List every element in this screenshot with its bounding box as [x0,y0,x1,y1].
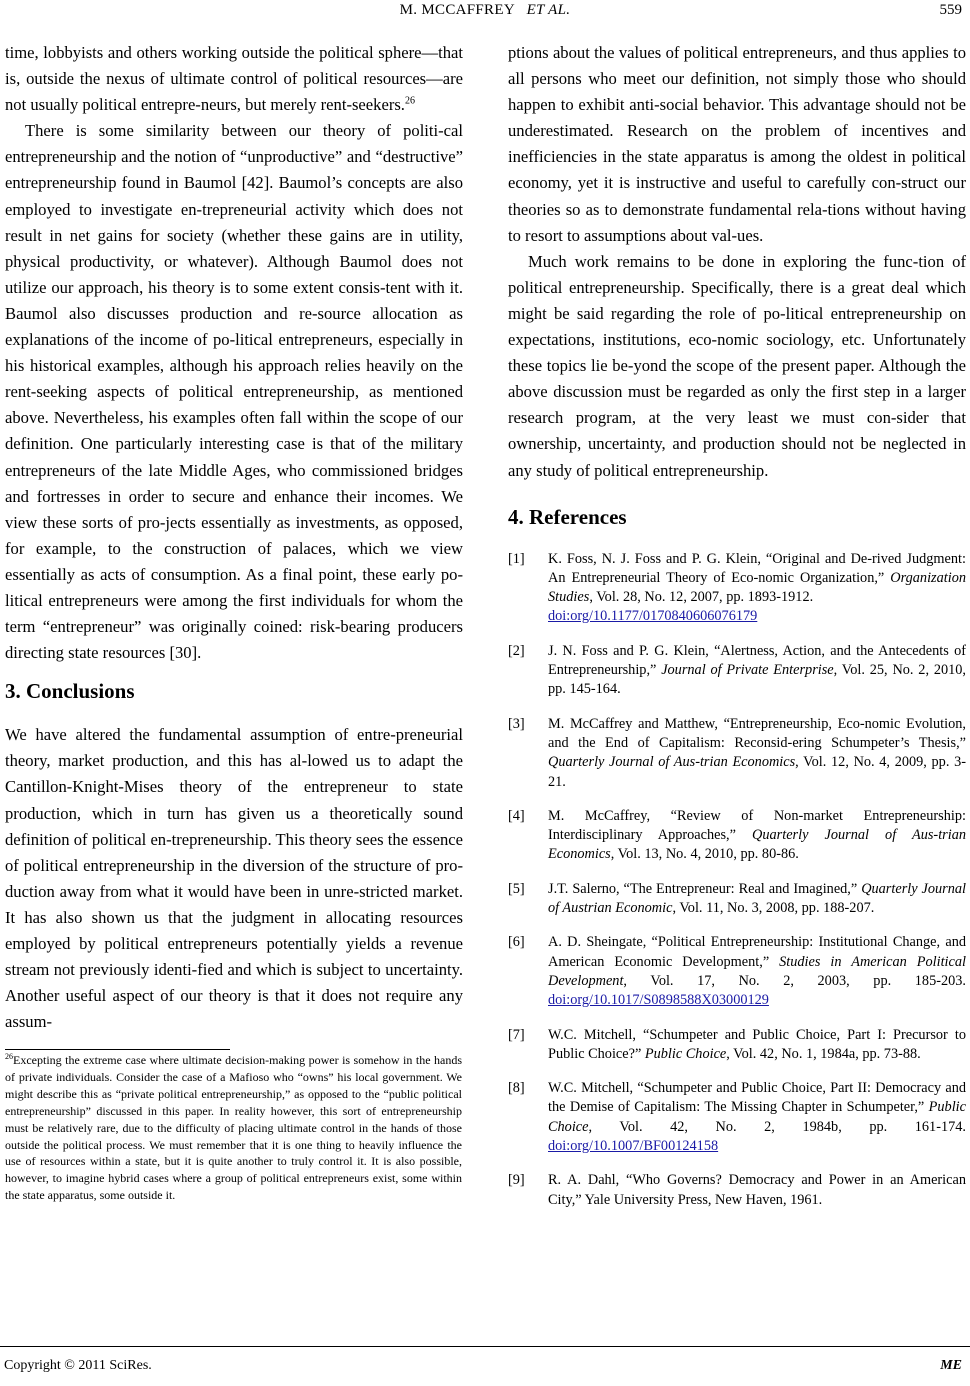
reference-details: , Vol. 17, No. 2, 2003, pp. 185-203. [623,972,966,989]
running-title-authors: M. MCCAFFREY [399,2,515,18]
reference-text: M. McCaffrey, “Review of Non-market Entrepreneurship: Interdisciplinary Approaches,” [548,807,966,844]
reference-journal: Journal of Private Enterprise [661,662,834,679]
reference-details: , Vol. 28, No. 12, 2007, pp. 1893-1912. [589,589,814,606]
reference-number: [6] [508,934,525,951]
left-paragraph-3: We have altered the fundamental assumption of entre-preneurial theory, market production, and this has al-lowed us to adapt the Cantillon-Knight-Mises theory of the entrepreneur to state production, which in turn has given us a theoretically sound definition of political en-trepreneurship. This theory sees the essence of political entrepreneurship in the diversion of the structure of pro-duction away from what it would have been in unre-stricted market. It has also shown us that the judgment in allocating resources employed by political entrepreneurs potentially yields a revenue stream not previously identi-fied and which is subject to uncertainty. Another useful aspect of our theory is that it does not require any assum- [5,725,463,1032]
reference-item [508,933,966,1010]
reference-details: , Vol. 12, No. 4, 2009, pp. 3-21. [548,754,966,790]
reference-text: J.T. Salerno, “The Entrepreneur: Real and Imagined,” [548,880,862,897]
reference-details: , Vol. 42, No. 1, 1984a, pp. 73-88. [726,1045,921,1062]
reference-doi-link[interactable]: doi:org/10.1017/S0898588X03000129 [548,992,769,1009]
reference-item [508,807,966,865]
reference-journal: Studies in American Political Development [548,953,966,989]
reference-item [508,880,966,919]
reference-details: , Vol. 13, No. 4, 2010, pp. 80-86. [610,846,799,863]
reference-item [508,1171,966,1210]
reference-number: [5] [508,880,525,897]
reference-text: A. D. Sheingate, “Political Entrepreneurship: Institutional Change, and American Economic Development,” [548,934,966,970]
reference-journal: Public Choice [548,1099,966,1135]
reference-number: [3] [508,715,525,732]
reference-text: R. A. Dahl, “Who Governs? Democracy and Power in an American City,” Yale University Press, New Haven, 1961. [548,1172,966,1208]
page-footer [0,1346,970,1386]
footnote-text: Excepting the extreme case where ultimate decision-making power is somehow in the hands of private individuals. Consider the case of a Mafioso who “owns” his local government. We might describe this as “private political entrepreneurship,” as opposed to the “public political entrepreneurship” discussed in this paper. In reality however, this sort of entrepreneurship must be relatively rare, due to the difficulty of placing ultimate control in the hands of those outside the political process. We must remember that it is one thing to heavily influence the use of resources within a state, but it is quite another to truly control it. It is also possible, however, to imagine hybrid cases where a group of political entrepreneurs exist, some within the state apparatus, some outside it. [5,1053,462,1203]
right-paragraph-2: Much work remains to be done in exploring the func-tion of political entrepreneurship. Specifically, there is a great deal which might be said regarding the role of po-litical entrepreneurship on expectations, institutions, eco-nomic sociology, etc. Unfortunately these topics lie be-yond the scope of the present paper. Although the above discussion must be regarded as only the first step in a larger research program, at the very least we must con-sider that ownership, uncertainty, and production should not be neglected in any study of political entrepreneurship. [508,251,966,480]
left-paragraph-1-text: time, lobbyists and others working outside the political sphere—that is, outside the nexus of ultimate control of political resources—are not usually political entrepre-neurs, but merely rent-seekers. [5,43,463,115]
reference-number: [1] [508,550,525,567]
reference-item [508,715,966,792]
reference-text: K. Foss, N. J. Foss and P. G. Klein, “Original and De-rived Judgment: An Entrepreneurial Theory of Eco-nomic Organization,” [548,550,966,586]
reference-journal: Quarterly Journal of Austrian Economic [548,880,966,917]
page-header [0,0,970,30]
copyright-notice: Copyright © 2011 SciRes. [4,1358,152,1373]
running-title-etal: ET AL. [526,2,571,18]
right-column [508,40,966,1225]
reference-doi-link[interactable]: doi:org/10.1177/0170840606076179 [548,608,758,625]
reference-number: [8] [508,1080,525,1097]
reference-text: J. N. Foss and P. G. Klein, “Alertness, Action, and the Antecedents of Entrepreneurship,” [548,642,966,679]
footnote-reference[interactable]: 26 [404,95,415,107]
reference-item [508,1079,966,1156]
reference-details: , Vol. 11, No. 3, 2008, pp. 188-207. [672,900,875,917]
reference-text: W.C. Mitchell, “Schumpeter and Public Choice, Part II: Democracy and the Demise of Capitalism: The Missing Chapter in Schumpeter,” [548,1080,966,1116]
reference-journal: Public Choice [644,1045,727,1062]
right-paragraph-1: ptions about the values of political entrepreneurs, and thus applies to all persons who meet our definition, not simply those who should happen to exhibit anti-social behavior. This advantage should not be underestimated. Research on the problem of incentives and inefficiencies in the state apparatus is among the oldest in political economy, yet it is instructive and useful to carefully con-struct our theories so as to demonstrate fundamental rela-tions without having to resort to assumptions about val-ues. [508,43,966,245]
journal-abbreviation: ME [940,1358,962,1373]
reference-item [508,642,966,700]
reference-list [508,550,966,1210]
reference-doi-link[interactable]: doi:org/10.1007/BF00124158 [548,1138,719,1155]
reference-text: W.C. Mitchell, “Schumpeter and Public Choice, Part I: Precursor to Public Choice?” [548,1026,966,1062]
reference-journal: Quarterly Journal of Aus-trian Economics [548,827,966,863]
reference-item [508,1026,966,1065]
reference-number: [4] [508,807,525,824]
running-title [0,2,970,19]
reference-number: [9] [508,1172,525,1189]
section-heading-references: 4. References [508,504,627,529]
reference-details: , Vol. 25, No. 2, 2010, pp. 145-164. [548,662,966,698]
footnote-divider [5,1049,230,1050]
reference-journal: Organization Studies [548,569,966,606]
page-number: 559 [939,2,962,18]
left-paragraph-1 [5,40,463,118]
reference-number: [7] [508,1026,525,1043]
reference-details: , Vol. 42, No. 2, 1984b, pp. 161-174. [588,1118,966,1135]
section-heading-conclusions: 3. Conclusions [5,679,135,704]
footnote-marker: 26 [5,1052,13,1061]
left-paragraph-2: There is some similarity between our theory of politi-cal entrepreneurship and the notion of “unproductive” and “destructive” entrepreneurship found in Baumol [42]. Baumol’s concepts are also employed to investigate en-trepreneurial activity which does not result in net gains for society (whether these gains are in utility, physical productivity, or whatever). Although Baumol does not utilize our approach, his theory is to some extent consis-tent with it. Baumol also discusses production and re-source allocation as explanations of the income of po-litical entrepreneurs, especially in his historical examples, although his approach relies heavily on the rent-seeking aspects of political entrepreneurship, as mentioned above. Nevertheless, his examples often fall within the scope of our definition. One particularly interesting case is that of the military entrepreneurs of the late Middle Ages, who commissioned bridges and fortresses in order to secure and enhance their incomes. We view these sorts of pro-jects essentially as investments, as opposed, for example, to the construction of palaces, which we view essentially as acts of consumption. As a final point, these early po-litical entrepreneurs were among the first individuals for whom the term “entrepreneur” was originally coined: risk-bearing producers directing state resources [30]. [5,121,463,663]
reference-text: M. McCaffrey and Matthew, “Entrepreneurship, Eco-nomic Evolution, and the End of Capitalism: Reconsid-ering Schumpeter’s Thesis,” [548,715,966,751]
reference-journal: Quarterly Journal of Aus-trian Economics [548,754,796,771]
reference-item [508,550,966,627]
reference-number: [2] [508,642,525,659]
left-column [5,40,463,1035]
footnote [5,1052,462,1204]
footer-divider [0,1346,970,1347]
